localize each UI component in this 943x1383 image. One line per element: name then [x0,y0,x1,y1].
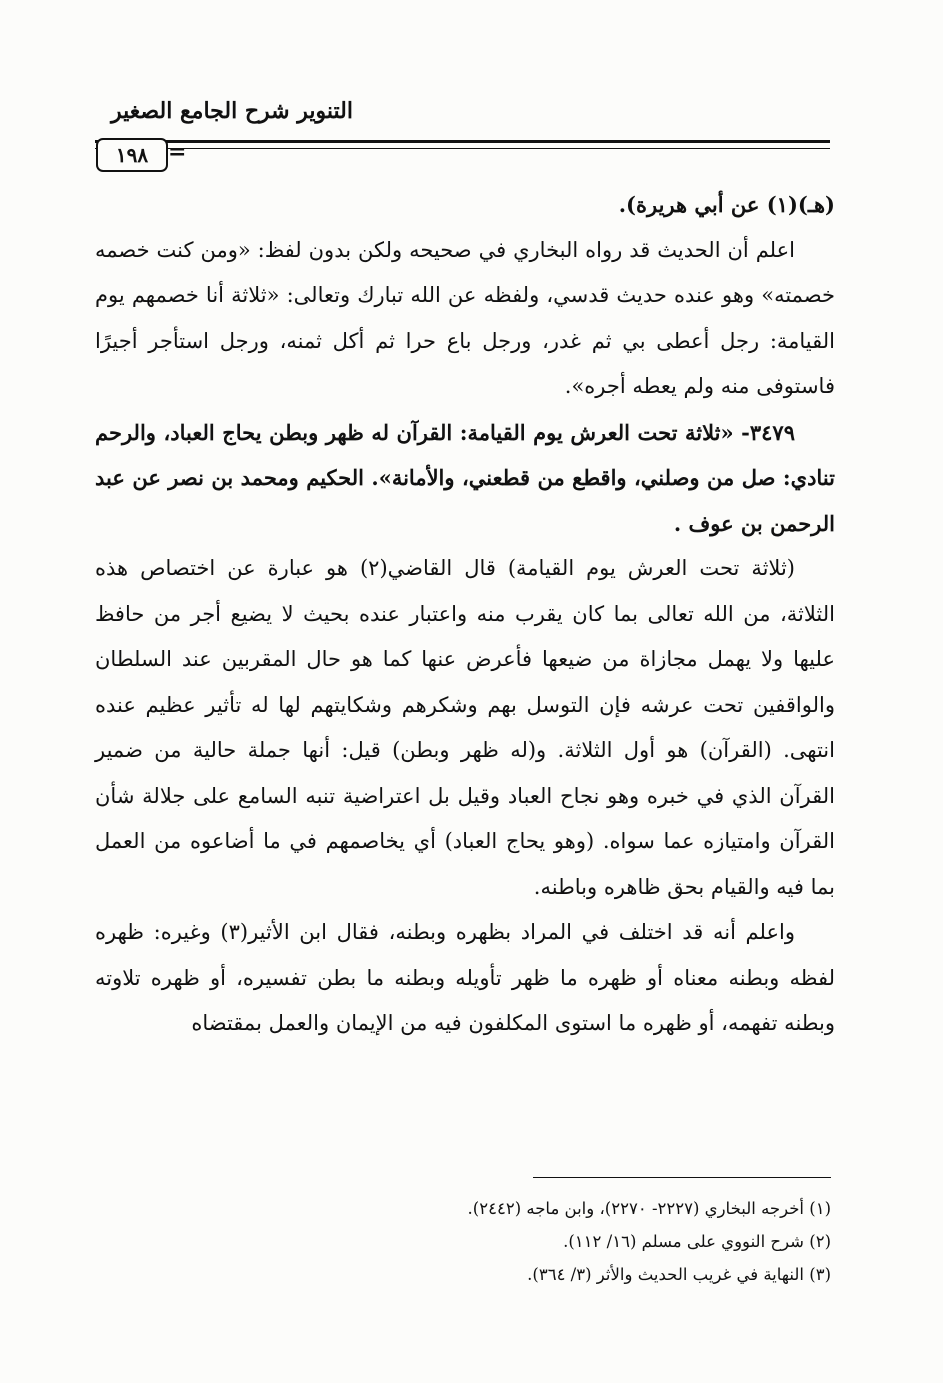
paragraph-note: اعلم أن الحديث قد رواه البخاري في صحيحه ولكن بدون لفظ: «ومن كنت خصمه خصمته» وهو عنده حديث قدسي، ولفظه عن الله تبارك وتعالى: «ثلاثة أنا خصمهم يوم القيامة: رجل أعطى بي ثم غدر، ورجل باع حرا ثم أكل ثمنه، ورجل استأجر أجيرًا فاستوفى منه ولم يعطه أجره». [95,237,835,398]
header-rule-thick [95,140,830,143]
footnote-2: (٢) شرح النووي على مسلم (١٦/ ١١٢). [563,1232,831,1251]
paragraph-commentary-continued: واعلم أنه قد اختلف في المراد بظهره وبطنه، فقال ابن الأثير(٣) وغيره: ظهره لفظه وبطنه معناه أو ظهره ما ظهر تأويله وبطنه ما بطن تفسيره، أو ظهره تلاوته وبطنه تفهمه، أو ظهره ما استوى المكلفون فيه من الإيمان والعمل بمقتضاه [95,920,835,1035]
running-header-title: التنوير شرح الجامع الصغير [111,98,353,124]
page-number-marker: = [168,139,187,165]
footnote-separator [533,1177,831,1178]
footnote-1: (١) أخرجه البخاري (٢٢٢٧- ٢٢٧٠)، وابن ماجه (٢٤٤٢). [467,1199,831,1218]
paragraph-commentary: (ثلاثة تحت العرش يوم القيامة) قال القاضي(٢) هو عبارة عن اختصاص هذه الثلاثة، من الله تعالى بما كان يقرب منه واعتبار عنده بحيث لا يضيع أجر من حافظ عليها ولا يهمل مجازاة من ضيعها فأعرض عنها كما هو حال المقربين عند السلطان والواقفين تحت عرشه فإن التوسل بهم وشكرهم وشكايتهم لها له تأثير عظيم عنده انتهى. (القرآن) هو أول الثلاثة. و(له ظهر وبطن) قيل: أنها جملة حالية من ضمير القرآن الذي في خبره وهو نجاح العباد وقيل بل اعتراضية تنبه السامع على جلالة شأن القرآن وامتيازه عما سواه. (وهو يحاج العباد) أي يخاصمهم في ما أضاعوه من العمل بما فيه والقيام بحق ظاهره وباطنه. [95,556,835,899]
main-text [95,182,835,1047]
footnotes [331,1192,831,1291]
page-number: ١٩٨ [115,143,149,167]
paragraph-hadith: ٣٤٧٩- «ثلاثة تحت العرش يوم القيامة: القرآن له ظهر وبطن يحاج العباد، والرحم تنادي: صل من وصلني، واقطع من قطعني، والأمانة». الحكيم ومحمد بن نصر عن عبد الرحمن بن عوف . [95,419,835,536]
paragraph-source: (هـ)(١) عن أبي هريرة). [618,192,835,217]
footnote-3: (٣) النهاية في غريب الحديث والأثر (٣/ ٣٦٤). [527,1265,831,1284]
page-number-box [96,138,168,172]
header-rule-thin [95,148,830,149]
